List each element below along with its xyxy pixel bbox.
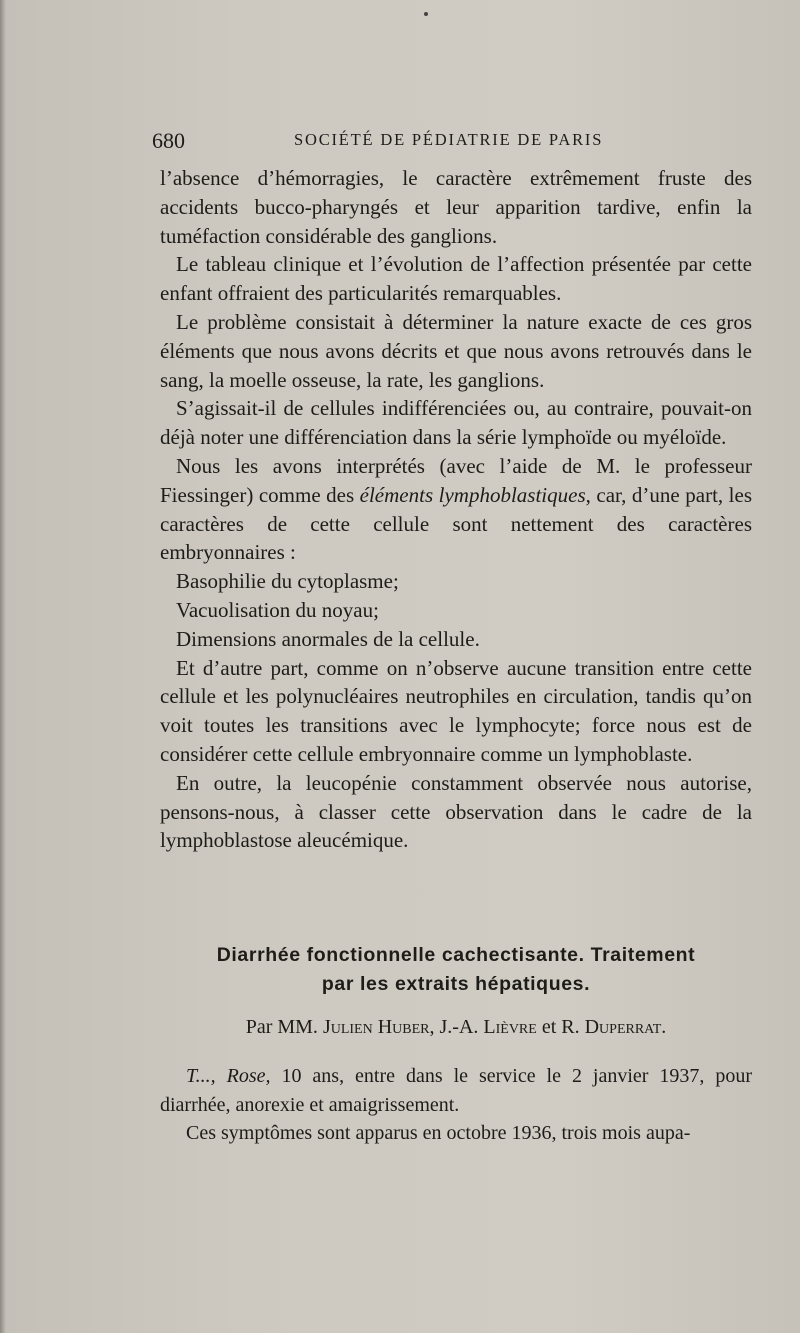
paragraph: Et d’autre part, comme on n’observe aucune transition entre cette cellule et les polynucléaires neutrophiles en circulation, tandis qu’on voit toutes les transitions avec le lymphocyte; force nous est de considérer cette cellule embryonnaire comme un lymphoblaste. <box>160 655 752 766</box>
ink-speck <box>424 12 428 16</box>
list-item: Dimensions anormales de la cellule. <box>176 626 480 651</box>
title-line: par les extraits hépatiques. <box>321 973 591 995</box>
page-header <box>152 128 752 154</box>
text-run: , car, d’une part, les caractères de cette cellule sont nettement des caractères embryonnaires : <box>160 482 752 565</box>
authors-conjunction: et <box>541 1016 557 1038</box>
page-number: 680 <box>152 128 185 153</box>
list-item: Basophilie du cytoplasme; <box>176 569 399 594</box>
paragraph: Ces symptômes sont apparus en octobre 1936, trois mois aupa- <box>186 1122 691 1144</box>
list-item: Vacuolisation du noyau; <box>176 597 379 622</box>
paragraph: Le problème consistait à déterminer la nature exacte de ces gros éléments que nous avons décrits et que nous avons retrouvés dans le sang, la moelle osseuse, la rate, les ganglions. <box>160 309 752 392</box>
article-title <box>160 941 752 999</box>
text-run: Nous les avons interprétés (avec l’aide de M. le professeur Fiessinger) comme des <box>160 453 752 507</box>
paragraph: Le tableau clinique et l’évolution de l’affection présentée par cette enfant offraient des particularités remarquables. <box>160 252 752 306</box>
paragraph <box>160 1062 752 1119</box>
italic-term: éléments lymphoblastiques <box>359 482 586 507</box>
article-body <box>160 1062 752 1148</box>
feature-list <box>160 567 752 653</box>
patient-initial: T..., <box>186 1065 216 1087</box>
body-text <box>160 164 752 855</box>
text-run: 10 ans, entre dans le service le 2 janvier 1937, pour diarrhée, anorexie et amaigrissement. <box>160 1065 753 1116</box>
author-name: Julien Huber <box>322 1016 430 1038</box>
paragraph: l’absence d’hémorragies, le caractère extrêmement fruste des accidents bucco-pharyngés et leur apparition tardive, enfin la tuméfaction considérable des ganglions. <box>160 166 752 248</box>
paragraph: S’agissait-il de cellules indifférenciées ou, au contraire, pouvait-on déjà noter une différenciation dans la série lymphoïde ou myéloïde. <box>160 396 752 450</box>
running-title: SOCIÉTÉ DE PÉDIATRIE DE PARIS <box>294 130 604 149</box>
author-line: Par MM. Julien Huber, J.-A. Lièvre et R. Duperrat. <box>245 1016 667 1038</box>
paragraph <box>160 452 752 567</box>
authors-prefix: Par MM. <box>245 1016 318 1038</box>
patient-name: Rose, <box>226 1065 271 1087</box>
paragraph: En outre, la leucopénie constamment observée nous autorise, pensons-nous, à classer cette observation dans le cadre de la lymphoblastose aleucémique. <box>160 770 752 853</box>
author-name: R. Duperrat. <box>561 1016 667 1038</box>
title-line: Diarrhée fonctionnelle cachectisante. Traitement <box>216 944 696 966</box>
author-name: J.-A. Lièvre <box>439 1016 537 1038</box>
